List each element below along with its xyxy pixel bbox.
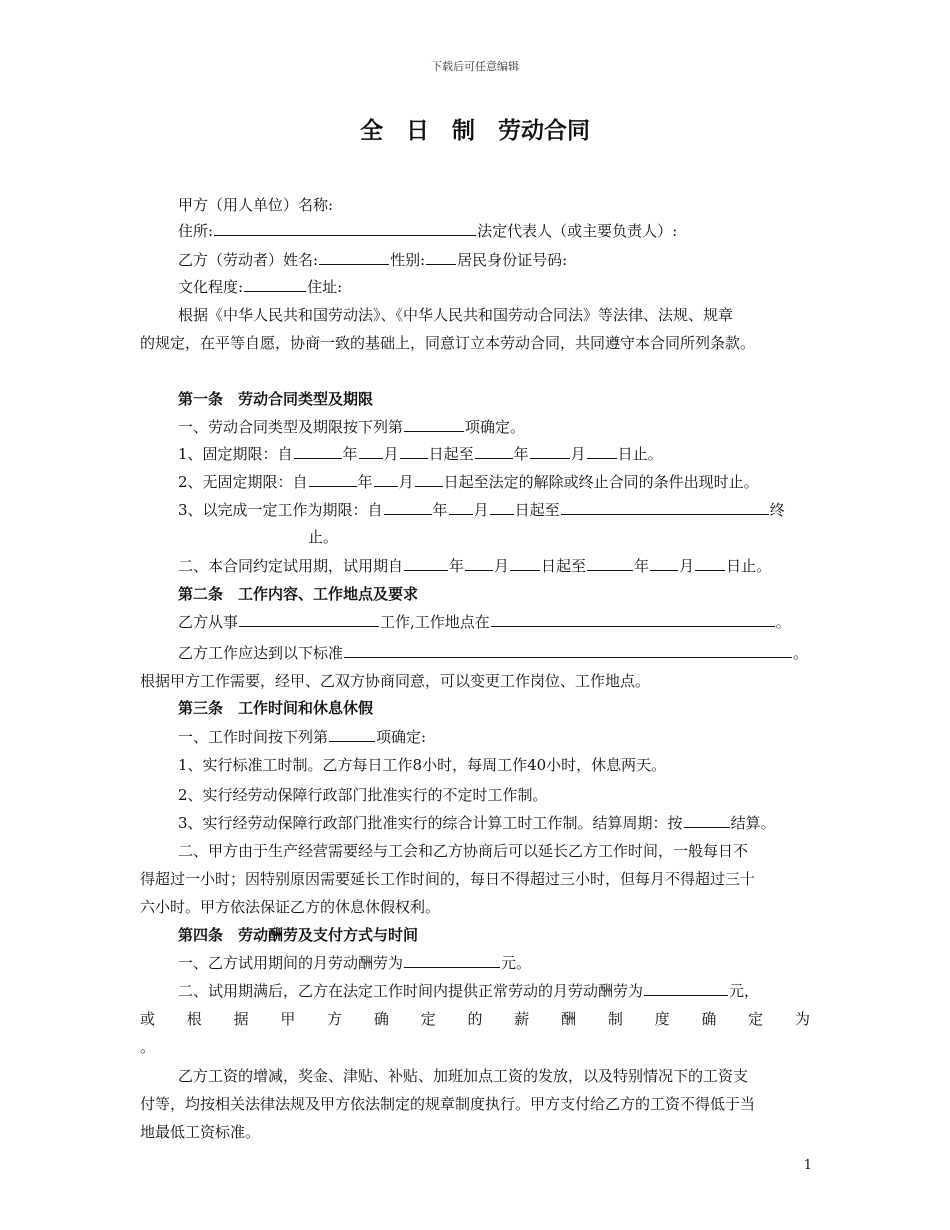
text: 日起至 [514, 501, 560, 519]
address-blank[interactable] [214, 221, 476, 236]
blank[interactable] [587, 556, 633, 571]
blank[interactable] [475, 444, 513, 459]
blank[interactable] [465, 556, 493, 571]
char: 定 [420, 1010, 436, 1028]
regular-pay-line [178, 981, 759, 1001]
char: 定 [748, 1010, 764, 1028]
task-term-end: 止。 [308, 528, 339, 546]
blank[interactable] [695, 556, 725, 571]
char: 确 [373, 1010, 389, 1028]
text: 年 [634, 557, 650, 575]
party-b-line [178, 250, 567, 270]
text: 。 [775, 613, 791, 631]
text: 年 [449, 557, 465, 575]
blank[interactable] [374, 472, 398, 487]
address-line [178, 221, 677, 241]
party-b-name-label: 乙方（劳动者）姓名: [178, 251, 319, 269]
text: 终 [769, 501, 785, 519]
blank[interactable] [684, 813, 730, 828]
flexible-hours: 2、实行经劳动保障行政部门批准实行的不定时工作制。 [178, 786, 548, 804]
standard-blank[interactable] [344, 643, 792, 658]
text: 年 [357, 473, 373, 491]
article-4-heading: 第四条 劳动酬劳及支付方式与时间 [178, 926, 419, 944]
blank[interactable] [309, 472, 357, 487]
blank[interactable] [587, 444, 617, 459]
text: 。 [793, 644, 809, 662]
blank[interactable] [561, 500, 769, 515]
blank[interactable] [490, 500, 514, 515]
id-number-label: 居民身份证号码: [457, 251, 568, 269]
wage-para-line-2: 付等，均按相关法律法规及甲方依法制定的规章制度执行。甲方支付给乙方的工资不得低于当 [140, 1095, 756, 1113]
char: 确 [701, 1010, 717, 1028]
article-2-heading: 第二条 工作内容、工作地点及要求 [178, 585, 419, 603]
char: 方 [327, 1010, 343, 1028]
wage-para-line-3: 地最低工资标准。 [140, 1123, 261, 1141]
header-note: 下载后可任意编辑 [431, 60, 519, 73]
education-blank[interactable] [244, 277, 306, 292]
page-number: 1 [803, 1158, 812, 1173]
text: 二、试用期满后，乙方在法定工作时间内提供正常劳动的月劳动酬劳为 [178, 982, 644, 1000]
blank[interactable] [650, 556, 678, 571]
text: 日起至 [428, 445, 474, 463]
blank[interactable] [400, 444, 428, 459]
text: 工作,工作地点在 [380, 613, 490, 631]
text: 月 [398, 473, 414, 491]
change-line: 根据甲方工作需要，经甲、乙双方协商同意，可以变更工作岗位、工作地点。 [140, 672, 651, 690]
text: 一、劳动合同类型及期限按下列第 [178, 418, 404, 436]
text: 元。 [501, 954, 532, 972]
char: 为 [794, 1010, 810, 1028]
education-label: 文化程度: [178, 278, 244, 296]
overtime-line-2: 得超过一小时；因特别原因需要延长工作时间的，每日不得超过三小时，但每月不得超过三十 [140, 870, 756, 888]
residence-label: 住址: [307, 278, 343, 296]
standard-line [178, 643, 808, 663]
text: 2、无固定期限：自 [178, 473, 308, 491]
blank[interactable] [294, 444, 342, 459]
text: 日起至法定的解除或终止合同的条件出现时止。 [443, 473, 759, 491]
blank[interactable] [530, 444, 570, 459]
workplace-blank[interactable] [491, 612, 775, 627]
text: 月 [473, 501, 489, 519]
blank[interactable] [359, 444, 383, 459]
document-title: 全 日 制 劳动合同 [360, 118, 590, 144]
blank[interactable] [404, 556, 448, 571]
legal-rep-label: 法定代表人（或主要负责人）: [477, 222, 678, 240]
work-hours-item-1 [178, 727, 426, 747]
blank[interactable] [404, 953, 500, 968]
text: 年 [432, 501, 448, 519]
text: 日止。 [726, 557, 772, 575]
article-1-heading: 第一条 劳动合同类型及期限 [178, 390, 374, 408]
text: 结算。 [730, 814, 776, 832]
job-blank[interactable] [239, 612, 379, 627]
blank[interactable] [415, 472, 443, 487]
standard-hours: 1、实行标准工时制。乙方每日工作8小时，每周工作40小时，休息两天。 [178, 756, 667, 774]
party-a-name-label: 甲方（用人单位）名称: [178, 196, 334, 214]
task-term-line [178, 500, 785, 520]
char: 甲 [280, 1010, 296, 1028]
comprehensive-hours [178, 813, 776, 833]
text: 月 [494, 557, 510, 575]
gender-blank[interactable] [426, 250, 456, 265]
article-1-item-1 [178, 417, 525, 437]
text: 元， [729, 982, 760, 1000]
char: 酬 [561, 1010, 577, 1028]
blank[interactable] [329, 727, 375, 742]
text: 月 [679, 557, 695, 575]
salary-system-line [140, 1009, 810, 1029]
overtime-line-3: 六小时。甲方依法保证乙方的休息休假权利。 [140, 898, 441, 916]
text: 一、工作时间按下列第 [178, 728, 329, 746]
text: 年 [513, 445, 529, 463]
preamble-line-2: 的规定，在平等自愿，协商一致的基础上，同意订立本劳动合同，共同遵守本合同所列条款。 [140, 334, 756, 352]
wage-para-line-1: 乙方工资的增减，奖金、津贴、补贴、加班加点工资的发放，以及特别情况下的工资支 [178, 1067, 749, 1085]
char: 薪 [514, 1010, 530, 1028]
contract-type-blank[interactable] [404, 417, 464, 432]
text: 乙方从事 [178, 613, 239, 631]
char: 根 [186, 1010, 202, 1028]
text: 3、实行经劳动保障行政部门批准实行的综合计算工时工作制。结算周期：按 [178, 814, 683, 832]
char: 据 [233, 1010, 249, 1028]
text: 月 [383, 445, 399, 463]
char: 制 [607, 1010, 623, 1028]
blank[interactable] [449, 500, 473, 515]
text: 年 [342, 445, 358, 463]
blank[interactable] [644, 981, 728, 996]
job-line [178, 612, 791, 632]
blank[interactable] [384, 500, 432, 515]
text: 项确定。 [465, 418, 526, 436]
preamble-line-1: 根据《中华人民共和国劳动法》、《中华人民共和国劳动合同法》等法律、法规、规章 [178, 306, 734, 324]
open-term-line [178, 472, 759, 492]
salary-system-end: 。 [140, 1038, 156, 1056]
article-3-heading: 第三条 工作时间和休息休假 [178, 699, 374, 717]
text: 1、固定期限：自 [178, 445, 293, 463]
text: 一、乙方试用期间的月劳动酬劳为 [178, 954, 404, 972]
text: 二、本合同约定试用期，试用期自 [178, 557, 404, 575]
probation-line [178, 556, 771, 576]
gender-label: 性别: [390, 251, 426, 269]
blank[interactable] [510, 556, 540, 571]
char: 或 [140, 1010, 156, 1028]
text: 日止。 [617, 445, 663, 463]
char: 度 [654, 1010, 670, 1028]
text: 乙方工作应达到以下标准 [178, 644, 344, 662]
text: 日起至 [541, 557, 587, 575]
fixed-term-line [178, 444, 663, 464]
address-label: 住所: [178, 222, 214, 240]
education-line [178, 277, 342, 297]
char: 的 [467, 1010, 483, 1028]
text: 项确定: [376, 728, 427, 746]
probation-pay-line [178, 953, 531, 973]
text: 3、以完成一定工作为期限：自 [178, 501, 383, 519]
overtime-line-1: 二、甲方由于生产经营需要经与工会和乙方协商后可以延长乙方工作时间，一般每日不 [178, 842, 749, 860]
party-b-name-blank[interactable] [319, 250, 389, 265]
text: 月 [570, 445, 586, 463]
